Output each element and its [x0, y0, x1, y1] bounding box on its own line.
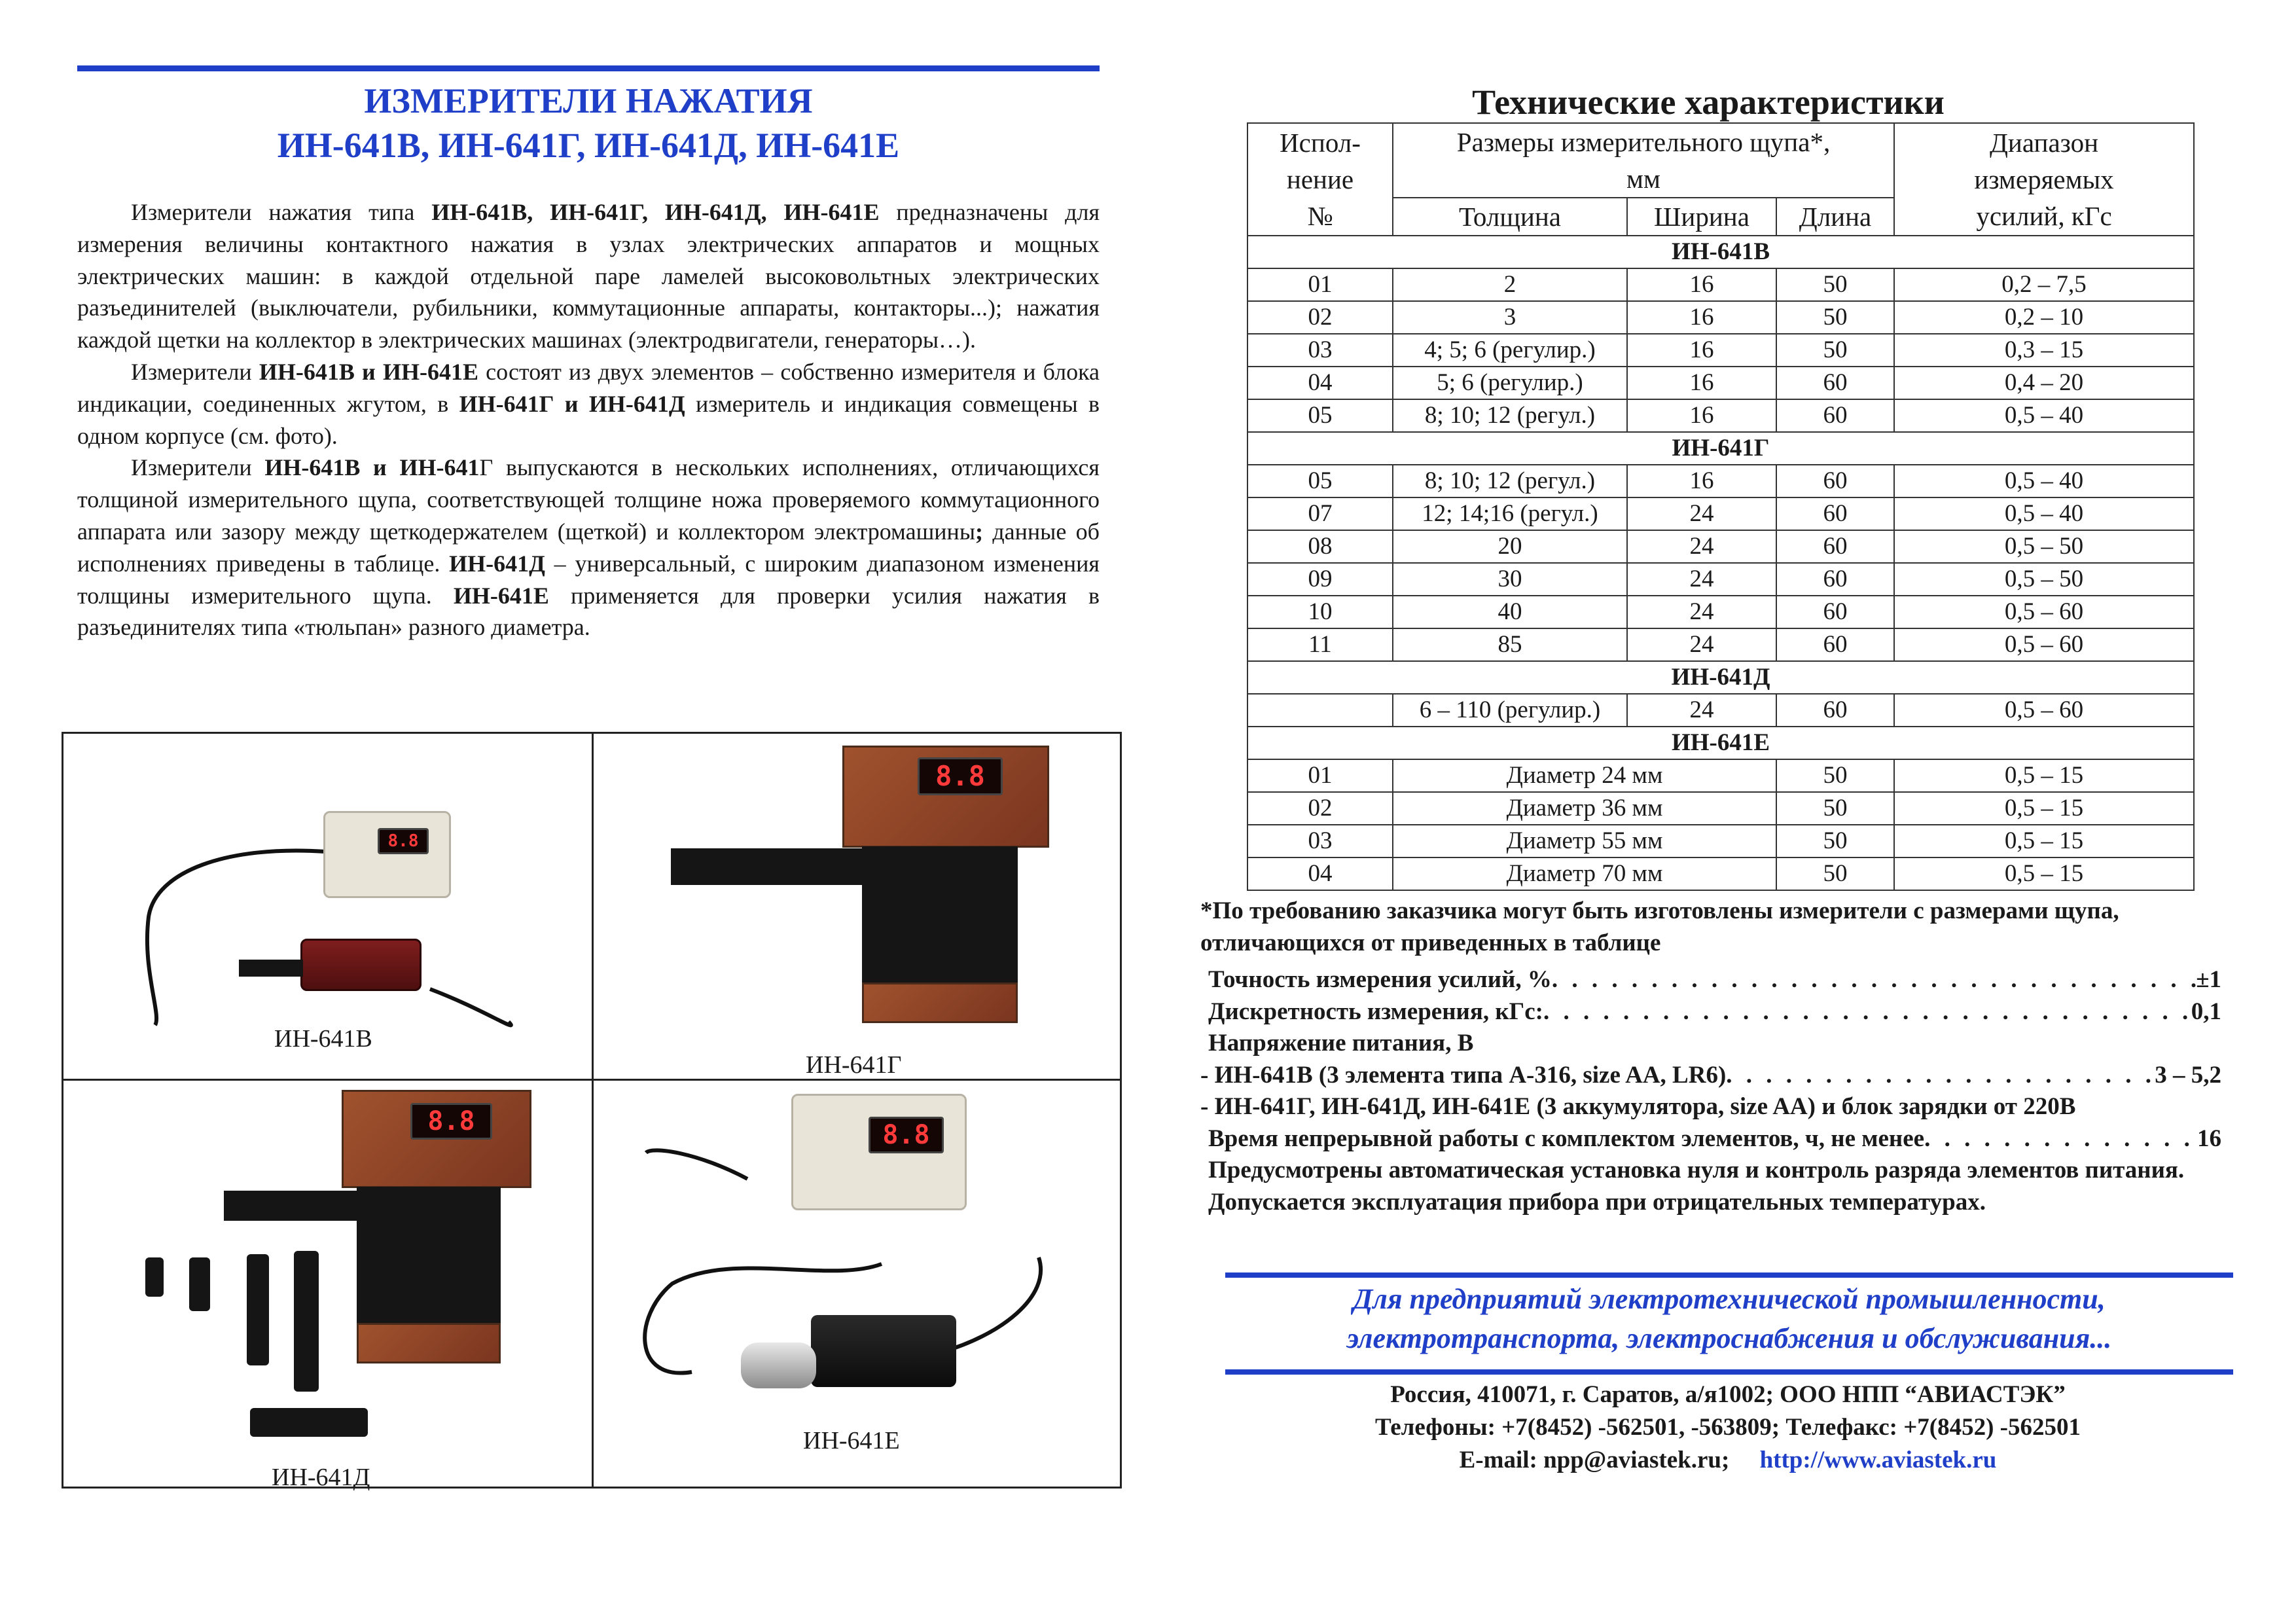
group-name: ИН-641Д	[1247, 661, 2194, 694]
cell-execution: 02	[1247, 301, 1393, 334]
table-row	[1247, 694, 2194, 727]
table-row	[1247, 367, 2194, 399]
cell-diameter: Диаметр 55 мм	[1393, 825, 1776, 857]
table-row	[1247, 301, 2194, 334]
table-row	[1247, 465, 2194, 497]
device-grip	[862, 846, 1018, 984]
cell-execution: 07	[1247, 497, 1393, 530]
probe-tip	[145, 1257, 164, 1297]
cell-length: 60	[1776, 497, 1894, 530]
cell-length: 50	[1776, 759, 1894, 792]
slogan-line-2: электротранспорта, электроснабжения и обслуживания...	[1346, 1322, 2112, 1354]
cell-execution: 09	[1247, 563, 1393, 596]
device-grip-base	[357, 1323, 501, 1363]
cell-execution: 03	[1247, 334, 1393, 367]
probe-tip	[189, 1257, 210, 1311]
cell-diameter: Диаметр 36 мм	[1393, 792, 1776, 825]
cell-execution: 04	[1247, 367, 1393, 399]
auto-zero-note: Предусмотрены автоматическая установка нуля и контроль разряда элементов питания.	[1208, 1157, 2185, 1183]
discreteness-value: 0,1	[2191, 998, 2221, 1025]
website-link[interactable]: http://www.aviastek.ru	[1759, 1447, 1997, 1473]
cell-width: 24	[1627, 628, 1776, 661]
cell-execution: 05	[1247, 399, 1393, 432]
slogan-rule-bottom	[1225, 1369, 2233, 1375]
group-header-row	[1247, 727, 2194, 759]
header-text: Испол-	[1280, 128, 1361, 158]
negative-temp-note: Допускается эксплуатация прибора при отрицательных температурах.	[1208, 1188, 1986, 1216]
group-header-row	[1247, 661, 2194, 694]
text-run: Измерители	[131, 358, 259, 385]
cell-width: 24	[1627, 563, 1776, 596]
probe-tip	[247, 1254, 269, 1365]
cell-execution: 01	[1247, 759, 1393, 792]
cell-width: 16	[1627, 301, 1776, 334]
model-ref: ИН-641Д	[449, 550, 545, 577]
cell-length: 50	[1776, 792, 1894, 825]
phones: Телефоны: +7(8452) -562501, -563809; Телефакс: +7(8452) -562501	[1374, 1414, 2081, 1441]
table-row	[1247, 825, 2194, 857]
photo-grid	[62, 732, 1122, 1489]
voltage-other-line: - ИН-641Г, ИН-641Д, ИН-641Е (3 аккумулятора, size AA) и блок зарядки от 220В	[1200, 1093, 2076, 1120]
model-ref: ИН-641В и ИН-641Е	[259, 358, 478, 385]
cell-width: 16	[1627, 334, 1776, 367]
left-header-rule	[77, 65, 1100, 71]
cell-thickness: 30	[1393, 563, 1627, 596]
cell-length: 60	[1776, 367, 1894, 399]
sensor-red	[300, 939, 422, 991]
text-run: состоят из двух элементов – собственно измерителя и блока индикации, соединенных жгутом, в	[77, 358, 1100, 417]
notes-block	[1200, 895, 2221, 1218]
cell-length: 60	[1776, 530, 1894, 563]
cell-execution: 04	[1247, 857, 1393, 890]
group-name: ИН-641В	[1247, 236, 2194, 268]
address: Россия, 410071, г. Саратов, а/я1002; ООО НПП “АВИАСТЭК”	[1390, 1381, 2066, 1408]
cell-range: 0,5 – 50	[1894, 563, 2194, 596]
model-list: ИН-641В, ИН-641Г, ИН-641Д, ИН-641Е	[431, 199, 880, 225]
header-text: усилий, кГс	[1976, 201, 2112, 231]
header-text: №	[1307, 201, 1333, 231]
table-row	[1247, 857, 2194, 890]
cell-execution: 05	[1247, 465, 1393, 497]
cell-range: 0,2 – 10	[1894, 301, 2194, 334]
model-ref: ИН-641В и ИН-641	[264, 454, 480, 481]
cell-execution: 01	[1247, 268, 1393, 301]
table-row	[1247, 563, 2194, 596]
spec-table-body	[1247, 236, 2194, 890]
slogan-rule-top	[1225, 1272, 2233, 1278]
cell-width: 16	[1627, 399, 1776, 432]
cell-length: 50	[1776, 301, 1894, 334]
cell-execution: 11	[1247, 628, 1393, 661]
group-name: ИН-641Г	[1247, 432, 2194, 465]
header-text: Размеры измерительного щупа*,	[1456, 127, 1831, 157]
text-run: применяется для проверки усилия нажатия в разъединителях типа «тюльпан» разного диаметра.	[77, 582, 1100, 641]
cell-range: 0,5 – 15	[1894, 825, 2194, 857]
cell-thickness: 6 – 110 (регулир.)	[1393, 694, 1627, 727]
cell-length: 60	[1776, 596, 1894, 628]
cell-width: 24	[1627, 497, 1776, 530]
probe	[671, 848, 864, 885]
text-run: ;	[975, 518, 984, 545]
leader-dots	[1726, 1060, 2155, 1092]
probe-tip	[250, 1408, 368, 1437]
footnote: *По требованию заказчика могут быть изготовлены измерители с размерами щупа, отличающихся от приведенных в таблице	[1200, 897, 2119, 956]
leader-dots	[1543, 996, 2191, 1028]
accuracy-value: ±1	[2196, 966, 2221, 993]
table-row	[1247, 628, 2194, 661]
cell-execution: 10	[1247, 596, 1393, 628]
cell-execution: 03	[1247, 825, 1393, 857]
cell-length: 50	[1776, 857, 1894, 890]
cell-length: 50	[1776, 268, 1894, 301]
header-thickness: Толщина	[1393, 198, 1627, 236]
header-execution	[1247, 123, 1393, 236]
probe-tip	[294, 1251, 319, 1392]
header-probe-size	[1393, 123, 1894, 198]
leader-dots	[1552, 964, 2196, 996]
text-run: Г выпускаются в нескольких исполнениях, отличающихся толщиной измерительного щупа, соответствующей толщине ножа проверяемого коммутационного аппарата или зазору между щеткодержателем (щеткой) и коллектором электромашины	[77, 454, 1100, 545]
text-run: Измерители нажатия типа	[131, 199, 432, 225]
cell-thickness: 5; 6 (регулир.)	[1393, 367, 1627, 399]
product-title	[77, 79, 1100, 168]
header-width: Ширина	[1627, 198, 1776, 236]
cell-thickness: 40	[1393, 596, 1627, 628]
table-row	[1247, 530, 2194, 563]
cell-range: 0,5 – 15	[1894, 857, 2194, 890]
cell-range: 0,5 – 60	[1894, 628, 2194, 661]
table-row	[1247, 268, 2194, 301]
cell-execution	[1247, 694, 1393, 727]
device-grip-base	[862, 983, 1018, 1023]
cell-width: 24	[1627, 596, 1776, 628]
sensor-black	[811, 1315, 956, 1387]
probe-cylinder	[741, 1343, 816, 1388]
runtime-line	[1200, 1123, 2221, 1155]
indicator-unit	[323, 811, 451, 898]
digital-display: 8.8	[869, 1117, 944, 1153]
slogan-line-1: Для предприятий электротехнической промышленности,	[1353, 1283, 2106, 1315]
discreteness-line	[1200, 996, 2221, 1028]
header-range	[1894, 123, 2194, 236]
header-text: мм	[1626, 164, 1660, 194]
spec-title: Технические характеристики	[1472, 82, 1945, 122]
cell-thickness: 20	[1393, 530, 1627, 563]
cell-range: 0,4 – 20	[1894, 367, 2194, 399]
text-run: – универсальный, с широким диапазоном изменения толщины измерительного щупа.	[77, 550, 1100, 609]
table-row	[1247, 596, 2194, 628]
voltage-b-line	[1200, 1060, 2221, 1092]
cell-length: 60	[1776, 628, 1894, 661]
runtime-label: Время непрерывной работы с комплектом элементов, ч, не менее	[1208, 1125, 1925, 1152]
intro-paragraph-1	[77, 196, 1100, 356]
table-header-row	[1247, 123, 2194, 198]
cell-width: 24	[1627, 694, 1776, 727]
cell-range: 0,5 – 40	[1894, 399, 2194, 432]
header-text: измеряемых	[1974, 164, 2114, 194]
text-run: измеритель и индикация совмещены в одном корпусе (см. фото).	[77, 390, 1100, 449]
table-row	[1247, 759, 2194, 792]
leader-dots	[1924, 1123, 2197, 1155]
cell-length: 50	[1776, 334, 1894, 367]
probe	[239, 960, 303, 977]
group-header-row	[1247, 236, 2194, 268]
table-row	[1247, 792, 2194, 825]
header-text: нение	[1286, 164, 1354, 194]
cell-length: 60	[1776, 694, 1894, 727]
cell-range: 0,5 – 15	[1894, 759, 2194, 792]
cell-range: 0,5 – 40	[1894, 465, 2194, 497]
cell-diameter: Диаметр 24 мм	[1393, 759, 1776, 792]
intro-paragraph-2	[77, 356, 1100, 452]
cell-thickness: 4; 5; 6 (регулир.)	[1393, 334, 1627, 367]
intro-text	[77, 196, 1100, 643]
table-row	[1247, 399, 2194, 432]
spec-table	[1247, 122, 2195, 891]
cell-length: 60	[1776, 563, 1894, 596]
cell-thickness: 12; 14;16 (регул.)	[1393, 497, 1627, 530]
cell-width: 24	[1627, 530, 1776, 563]
cell-range: 0,5 – 60	[1894, 596, 2194, 628]
cell-width: 16	[1627, 465, 1776, 497]
discreteness-label: Дискретность измерения, кГс:	[1208, 998, 1543, 1025]
cell-range: 0,2 – 7,5	[1894, 268, 2194, 301]
slogan	[1225, 1280, 2233, 1358]
table-row	[1247, 334, 2194, 367]
intro-paragraph-3	[77, 452, 1100, 643]
cell-length: 60	[1776, 399, 1894, 432]
group-header-row	[1247, 432, 2194, 465]
cell-execution: 08	[1247, 530, 1393, 563]
email: E-mail: npp@aviastek.ru;	[1459, 1447, 1730, 1473]
cell-range: 0,5 – 40	[1894, 497, 2194, 530]
runtime-value: 16	[2197, 1125, 2221, 1152]
caption-in641d: ИН-641Д	[272, 1464, 370, 1491]
text-run: предназначены для измерения величины контактного нажатия в узлах электрических аппаратов и мощных электрических машин: в каждой отдельной паре ламелей высоковольтных электрических разъединителей (выключатели, рубильники, коммутационные аппараты, контакторы...); нажатия каждой щетки на коллектор в электрических машинах (электродвигатели, генераторы…).	[77, 199, 1100, 353]
cell-width: 16	[1627, 268, 1776, 301]
caption-in641g: ИН-641Г	[806, 1051, 902, 1079]
cell-thickness: 85	[1393, 628, 1627, 661]
cell-width: 16	[1627, 367, 1776, 399]
cell-range: 0,5 – 60	[1894, 694, 2194, 727]
digital-display: 8.8	[918, 757, 1003, 795]
digital-display: 8.8	[378, 828, 429, 854]
text-run: Измерители	[131, 454, 265, 481]
contacts	[1204, 1379, 2251, 1477]
cell-thickness: 8; 10; 12 (регул.)	[1393, 399, 1627, 432]
title-line-1: ИЗМЕРИТЕЛИ НАЖАТИЯ	[364, 81, 813, 120]
text-run: данные об исполнениях приведены в таблице.	[77, 518, 1100, 577]
header-length: Длина	[1776, 198, 1894, 236]
accuracy-line	[1200, 964, 2221, 996]
probe	[224, 1191, 358, 1221]
table-row	[1247, 497, 2194, 530]
cell-length: 50	[1776, 825, 1894, 857]
cell-range: 0,3 – 15	[1894, 334, 2194, 367]
model-ref: ИН-641Г и ИН-641Д	[459, 390, 685, 417]
caption-in641e: ИН-641Е	[803, 1427, 900, 1454]
group-name: ИН-641Е	[1247, 727, 2194, 759]
cable-illustration	[63, 734, 587, 1074]
voltage-title: Напряжение питания, В	[1208, 1030, 1474, 1056]
model-ref: ИН-641Е	[453, 582, 549, 609]
cell-range: 0,5 – 15	[1894, 792, 2194, 825]
device-grip	[357, 1187, 501, 1326]
title-line-2: ИН-641В, ИН-641Г, ИН-641Д, ИН-641Е	[277, 126, 900, 165]
header-text: Диапазон	[1989, 128, 2099, 158]
cell-thickness: 2	[1393, 268, 1627, 301]
cell-diameter: Диаметр 70 мм	[1393, 857, 1776, 890]
cell-thickness: 8; 10; 12 (регул.)	[1393, 465, 1627, 497]
voltage-b-label: - ИН-641В (3 элемента типа А-316, size AA, LR6)	[1200, 1061, 1727, 1089]
caption-in641v: ИН-641В	[274, 1025, 372, 1053]
email-web-line	[1204, 1444, 2251, 1477]
cell-range: 0,5 – 50	[1894, 530, 2194, 563]
cell-thickness: 3	[1393, 301, 1627, 334]
accuracy-label: Точность измерения усилий, %	[1208, 966, 1552, 993]
cell-execution: 02	[1247, 792, 1393, 825]
digital-display: 8.8	[410, 1103, 492, 1140]
cell-length: 60	[1776, 465, 1894, 497]
voltage-b-value: 3 – 5,2	[2155, 1061, 2221, 1089]
